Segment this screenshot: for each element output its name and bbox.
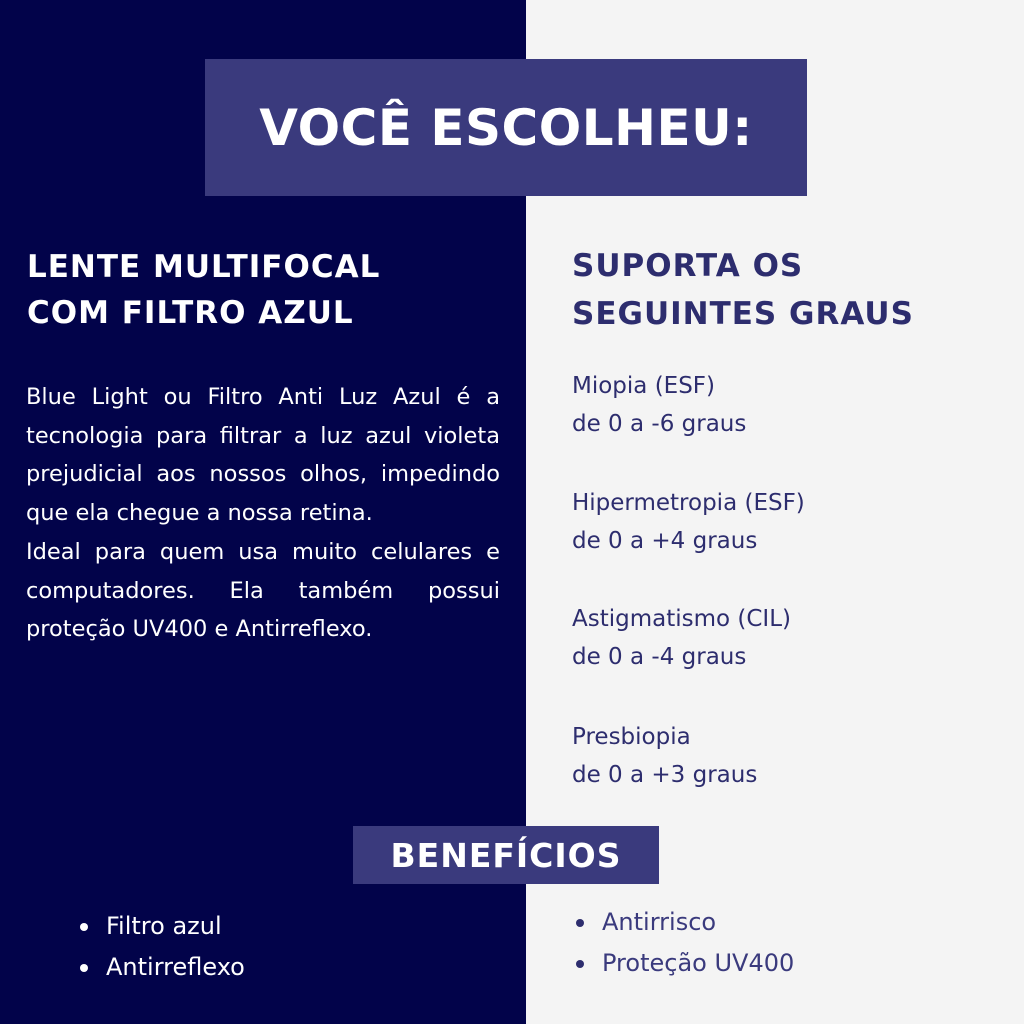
grade-item-presbiopia — [572, 718, 1012, 794]
grades-title-line-1: SUPORTA OS — [572, 248, 804, 284]
product-title-line-1: LENTE MULTIFOCAL — [27, 249, 381, 285]
grade-name: Miopia (ESF) — [572, 373, 716, 399]
grade-item-hipermetropia — [572, 484, 1012, 560]
page-title: VOCÊ ESCOLHEU: — [259, 98, 753, 157]
grade-range: de 0 a -4 graus — [572, 644, 747, 670]
benefits-banner — [353, 826, 659, 884]
benefits-list-left — [78, 906, 245, 988]
grade-range: de 0 a +3 graus — [572, 762, 758, 788]
grade-name: Hipermetropia (ESF) — [572, 490, 805, 516]
benefits-list-right — [574, 902, 794, 984]
ideal-text: Ideal para quem usa muito celulares e computadores. Ela também possui proteção UV400 e Antirreflexo. — [26, 538, 500, 643]
product-title — [27, 244, 497, 336]
benefit-item: Filtro azul — [78, 906, 245, 947]
benefit-item: Antirreflexo — [78, 947, 245, 988]
benefits-title: BENEFÍCIOS — [390, 835, 622, 875]
description-text: Blue Light ou Filtro Anti Luz Azul é a tecnologia para filtrar a luz azul violeta prejudicial aos nossos olhos, impedindo que ela chegue a nossa retina. — [26, 384, 500, 527]
product-title-line-2: COM FILTRO AZUL — [27, 295, 354, 331]
grades-title — [572, 242, 1012, 338]
product-description — [26, 378, 500, 649]
grade-item-miopia — [572, 367, 1012, 443]
benefit-item: Proteção UV400 — [574, 943, 794, 984]
grades-title-line-2: SEGUINTES GRAUS — [572, 296, 914, 332]
grade-item-astigmatismo — [572, 600, 1012, 676]
grade-range: de 0 a +4 graus — [572, 528, 758, 554]
header-banner — [205, 59, 807, 196]
grade-range: de 0 a -6 graus — [572, 411, 747, 437]
benefit-item: Antirrisco — [574, 902, 794, 943]
grade-name: Presbiopia — [572, 724, 691, 750]
grade-name: Astigmatismo (CIL) — [572, 606, 792, 632]
